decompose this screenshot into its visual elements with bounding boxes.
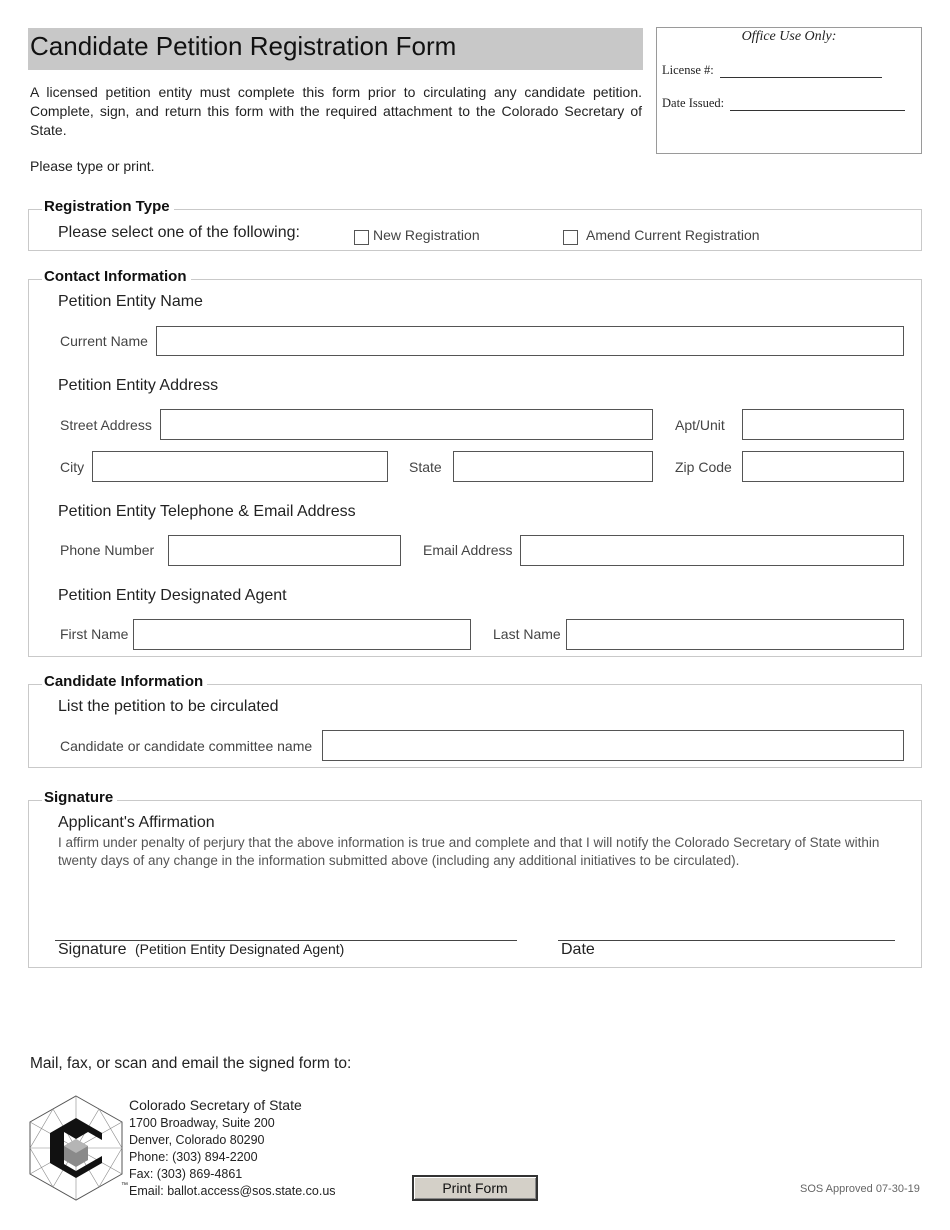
- intro-paragraph: A licensed petition entity must complete this form prior to circulating any candidate petition. Complete, sign, and return this form with the required attachment to the Colorado Secretary of State.: [30, 84, 642, 138]
- office-use-box: [656, 27, 922, 154]
- signature-legend: Signature: [42, 789, 117, 806]
- office-use-title: Office Use Only:: [741, 29, 837, 44]
- print-note: Please type or print.: [30, 158, 155, 174]
- affirmation-text: I affirm under penalty of perjury that the above information is true and complete and that I will notify the Colorado Secretary of State within twenty days of any change in the information submitted above (including any additional initiatives to be circulated).: [58, 835, 880, 868]
- signature-label: Signature: [58, 941, 127, 958]
- amend-registration-checkbox[interactable]: [563, 230, 578, 245]
- last-name-label: Last Name: [493, 626, 561, 642]
- street-address-field[interactable]: [160, 409, 653, 440]
- date-label: Date: [561, 941, 595, 958]
- last-name-field[interactable]: [566, 619, 904, 650]
- phone-number-label: Phone Number: [60, 542, 155, 558]
- license-row: [662, 63, 882, 78]
- date-issued-field[interactable]: [730, 99, 905, 111]
- candidate-name-label: Candidate or candidate committee name: [60, 738, 313, 754]
- address-org: Colorado Secretary of State: [129, 1097, 302, 1113]
- phone-email-heading: Petition Entity Telephone & Email Address: [58, 503, 356, 520]
- colorado-sos-logo: [26, 1094, 126, 1204]
- zip-code-field[interactable]: [742, 451, 904, 482]
- city-label: City: [60, 459, 85, 475]
- amend-registration-label: Amend Current Registration: [586, 227, 760, 243]
- address-fax: Fax: (303) 869-4861: [129, 1167, 243, 1181]
- logo-trademark: ™: [121, 1182, 128, 1189]
- date-issued-label: Date Issued:: [662, 96, 725, 110]
- phone-number-field[interactable]: [168, 535, 401, 566]
- address-city: Denver, Colorado 80290: [129, 1133, 265, 1147]
- address-street: 1700 Broadway, Suite 200: [129, 1116, 275, 1130]
- first-name-label: First Name: [60, 626, 129, 642]
- affirmation-heading: Applicant's Affirmation: [58, 814, 215, 831]
- entity-name-heading: Petition Entity Name: [58, 293, 203, 310]
- signature-caption: [58, 941, 344, 959]
- state-label: State: [409, 459, 442, 475]
- address-phone: Phone: (303) 894-2200: [129, 1150, 258, 1164]
- entity-address-heading: Petition Entity Address: [58, 377, 219, 394]
- license-field[interactable]: [720, 66, 882, 78]
- registration-type-legend: Registration Type: [42, 198, 174, 215]
- apt-unit-field[interactable]: [742, 409, 904, 440]
- state-field[interactable]: [453, 451, 653, 482]
- registration-prompt: Please select one of the following:: [58, 224, 300, 241]
- approval-stamp: SOS Approved 07-30-19: [800, 1183, 920, 1195]
- email-address-label: Email Address: [423, 542, 513, 558]
- page-title: Candidate Petition Registration Form: [30, 31, 457, 61]
- license-label: License #:: [662, 63, 714, 77]
- zip-code-label: Zip Code: [675, 459, 732, 475]
- date-issued-row: [662, 96, 905, 111]
- designated-agent-heading: Petition Entity Designated Agent: [58, 587, 287, 604]
- candidate-information-legend: Candidate Information: [42, 673, 207, 690]
- current-name-field[interactable]: [156, 326, 904, 356]
- mailing-heading: Mail, fax, or scan and email the signed form to:: [30, 1055, 352, 1072]
- new-registration-checkbox[interactable]: [354, 230, 369, 245]
- contact-information-legend: Contact Information: [42, 268, 191, 285]
- apt-unit-label: Apt/Unit: [675, 417, 725, 433]
- date-line[interactable]: [558, 940, 895, 941]
- address-email: Email: ballot.access@sos.state.co.us: [129, 1184, 336, 1198]
- colorado-sos-logo-icon: [26, 1094, 126, 1204]
- street-address-label: Street Address: [60, 417, 152, 433]
- email-address-field[interactable]: [520, 535, 904, 566]
- candidate-name-field[interactable]: [322, 730, 904, 761]
- signature-sublabel: (Petition Entity Designated Agent): [134, 941, 345, 957]
- new-registration-label: New Registration: [373, 227, 480, 243]
- candidate-heading: List the petition to be circulated: [58, 698, 279, 715]
- first-name-field[interactable]: [133, 619, 471, 650]
- current-name-label: Current Name: [60, 333, 148, 349]
- city-field[interactable]: [92, 451, 388, 482]
- print-form-button[interactable]: Print Form: [412, 1175, 538, 1201]
